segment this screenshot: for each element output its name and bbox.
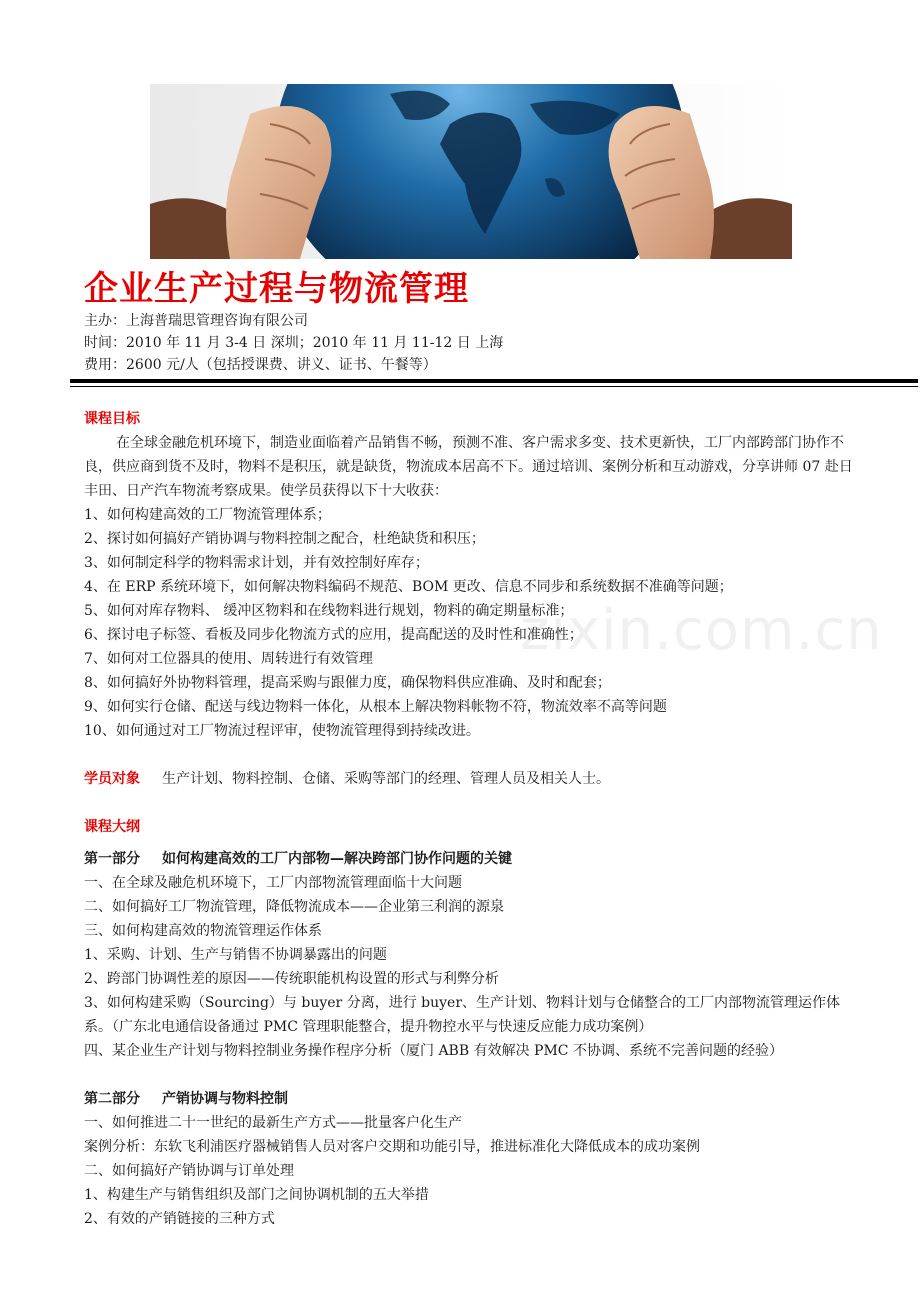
outline-heading: 课程大纲 [84, 819, 140, 835]
outline-line: 一、如何推进二十一世纪的最新生产方式——批量客户化生产 [84, 1115, 462, 1131]
objective-item: 7、如何对工位器具的使用、周转进行有效管理 [84, 651, 373, 667]
outline-line: 二、如何搞好工厂物流管理，降低物流成本——企业第三利润的源泉 [84, 899, 504, 915]
objective-item: 2、探讨如何搞好产销协调与物料控制之配合，杜绝缺货和积压； [84, 531, 485, 547]
audience-row [84, 767, 860, 791]
objectives-intro: 在全球金融危机环境下，制造业面临着产品销售不畅，预测不准、客户需求多变、技术更新快，工厂内部跨部门协作不良，供应商到货不及时，物料不是积压，就是缺货，物流成本居高不下。通过培训、案例分析和互动游戏，分享讲师 07 赴日丰田、日产汽车物流考察成果。使学员获得以下十大收获： [84, 435, 853, 499]
objective-item: 10、如何通过对工厂物流过程评审，使物流管理得到持续改进。 [84, 723, 480, 739]
outline-line: 1、采购、计划、生产与销售不协调暴露出的问题 [84, 947, 387, 963]
time-line: 时间：2010 年 11 月 3-4 日 深圳；2010 年 11 月 11-12 日 上海 [84, 335, 504, 351]
audience-text: 生产计划、物料控制、仓储、采购等部门的经理、管理人员及相关人士。 [162, 771, 610, 787]
outline-line: 二、如何搞好产销协调与订单处理 [84, 1163, 294, 1179]
outline-line: 三、如何构建高效的物流管理运作体系 [84, 923, 322, 939]
outline-line: 2、有效的产销链接的三种方式 [84, 1211, 275, 1227]
objective-item: 6、探讨电子标签、看板及同步化物流方式的应用，提高配送的及时性和准确性； [84, 627, 583, 643]
objective-item: 9、如何实行仓储、配送与线边物料一体化，从根本上解决物料帐物不符，物流效率不高等问题 [84, 699, 667, 715]
header-divider-thin [70, 386, 918, 387]
part2-label: 第二部分 [84, 1091, 140, 1107]
watermark-text: zixin.com.cn [520, 598, 883, 663]
part1-title: 如何构建高效的工厂内部物—解决跨部门协作问题的关键 [162, 851, 512, 867]
outline-line: 一、在全球及融危机环境下，工厂内部物流管理面临十大问题 [84, 875, 462, 891]
banner-globe-image [150, 84, 792, 259]
fee-line: 费用：2600 元/人（包括授课费、讲义、证书、午餐等） [84, 357, 437, 373]
part2-heading [84, 1087, 860, 1111]
page-title: 企业生产过程与物流管理 [84, 269, 469, 309]
objective-item: 5、如何对库存物料、 缓冲区物料和在线物料进行规划，物料的确定期量标准； [84, 603, 574, 619]
part1-label: 第一部分 [84, 851, 140, 867]
objective-item: 8、如何搞好外协物料管理，提高采购与跟催力度，确保物料供应准确、及时和配套； [84, 675, 611, 691]
outline-line: 2、跨部门协调性差的原因——传统职能机构设置的形式与利弊分析 [84, 971, 499, 987]
outline-line: 四、某企业生产计划与物料控制业务操作程序分析（厦门 ABB 有效解决 PMC 不协调、系统不完善问题的经验） [84, 1043, 783, 1059]
objective-item: 1、如何构建高效的工厂物流管理体系； [84, 507, 331, 523]
outline-line: 3、如何构建采购（Sourcing）与 buyer 分离，进行 buyer、生产计划、物料计划与仓储整合的工厂内部物流管理运作体系。（广东北电通信设备通过 PMC 管理职能整合，提升物控水平与快速反应能力成功案例） [84, 995, 841, 1035]
part1-heading [84, 847, 860, 871]
header-divider-thick [70, 379, 918, 383]
document-body [84, 407, 860, 1231]
objective-item: 3、如何制定科学的物料需求计划，并有效控制好库存； [84, 555, 429, 571]
part2-title: 产销协调与物料控制 [162, 1091, 288, 1107]
audience-heading: 学员对象 [84, 771, 140, 787]
objectives-heading: 课程目标 [84, 411, 140, 427]
globe-in-hands-icon [150, 84, 792, 259]
outline-line: 1、构建生产与销售组织及部门之间协调机制的五大举措 [84, 1187, 429, 1203]
outline-line: 案例分析：东软飞利浦医疗器械销售人员对客户交期和功能引导，推进标准化大降低成本的成功案例 [84, 1139, 700, 1155]
objective-item: 4、在 ERP 系统环境下，如何解决物料编码不规范、BOM 更改、信息不同步和系统数据不准确等问题； [84, 579, 733, 595]
organizer-line: 主办：上海普瑞思管理咨询有限公司 [84, 313, 308, 329]
